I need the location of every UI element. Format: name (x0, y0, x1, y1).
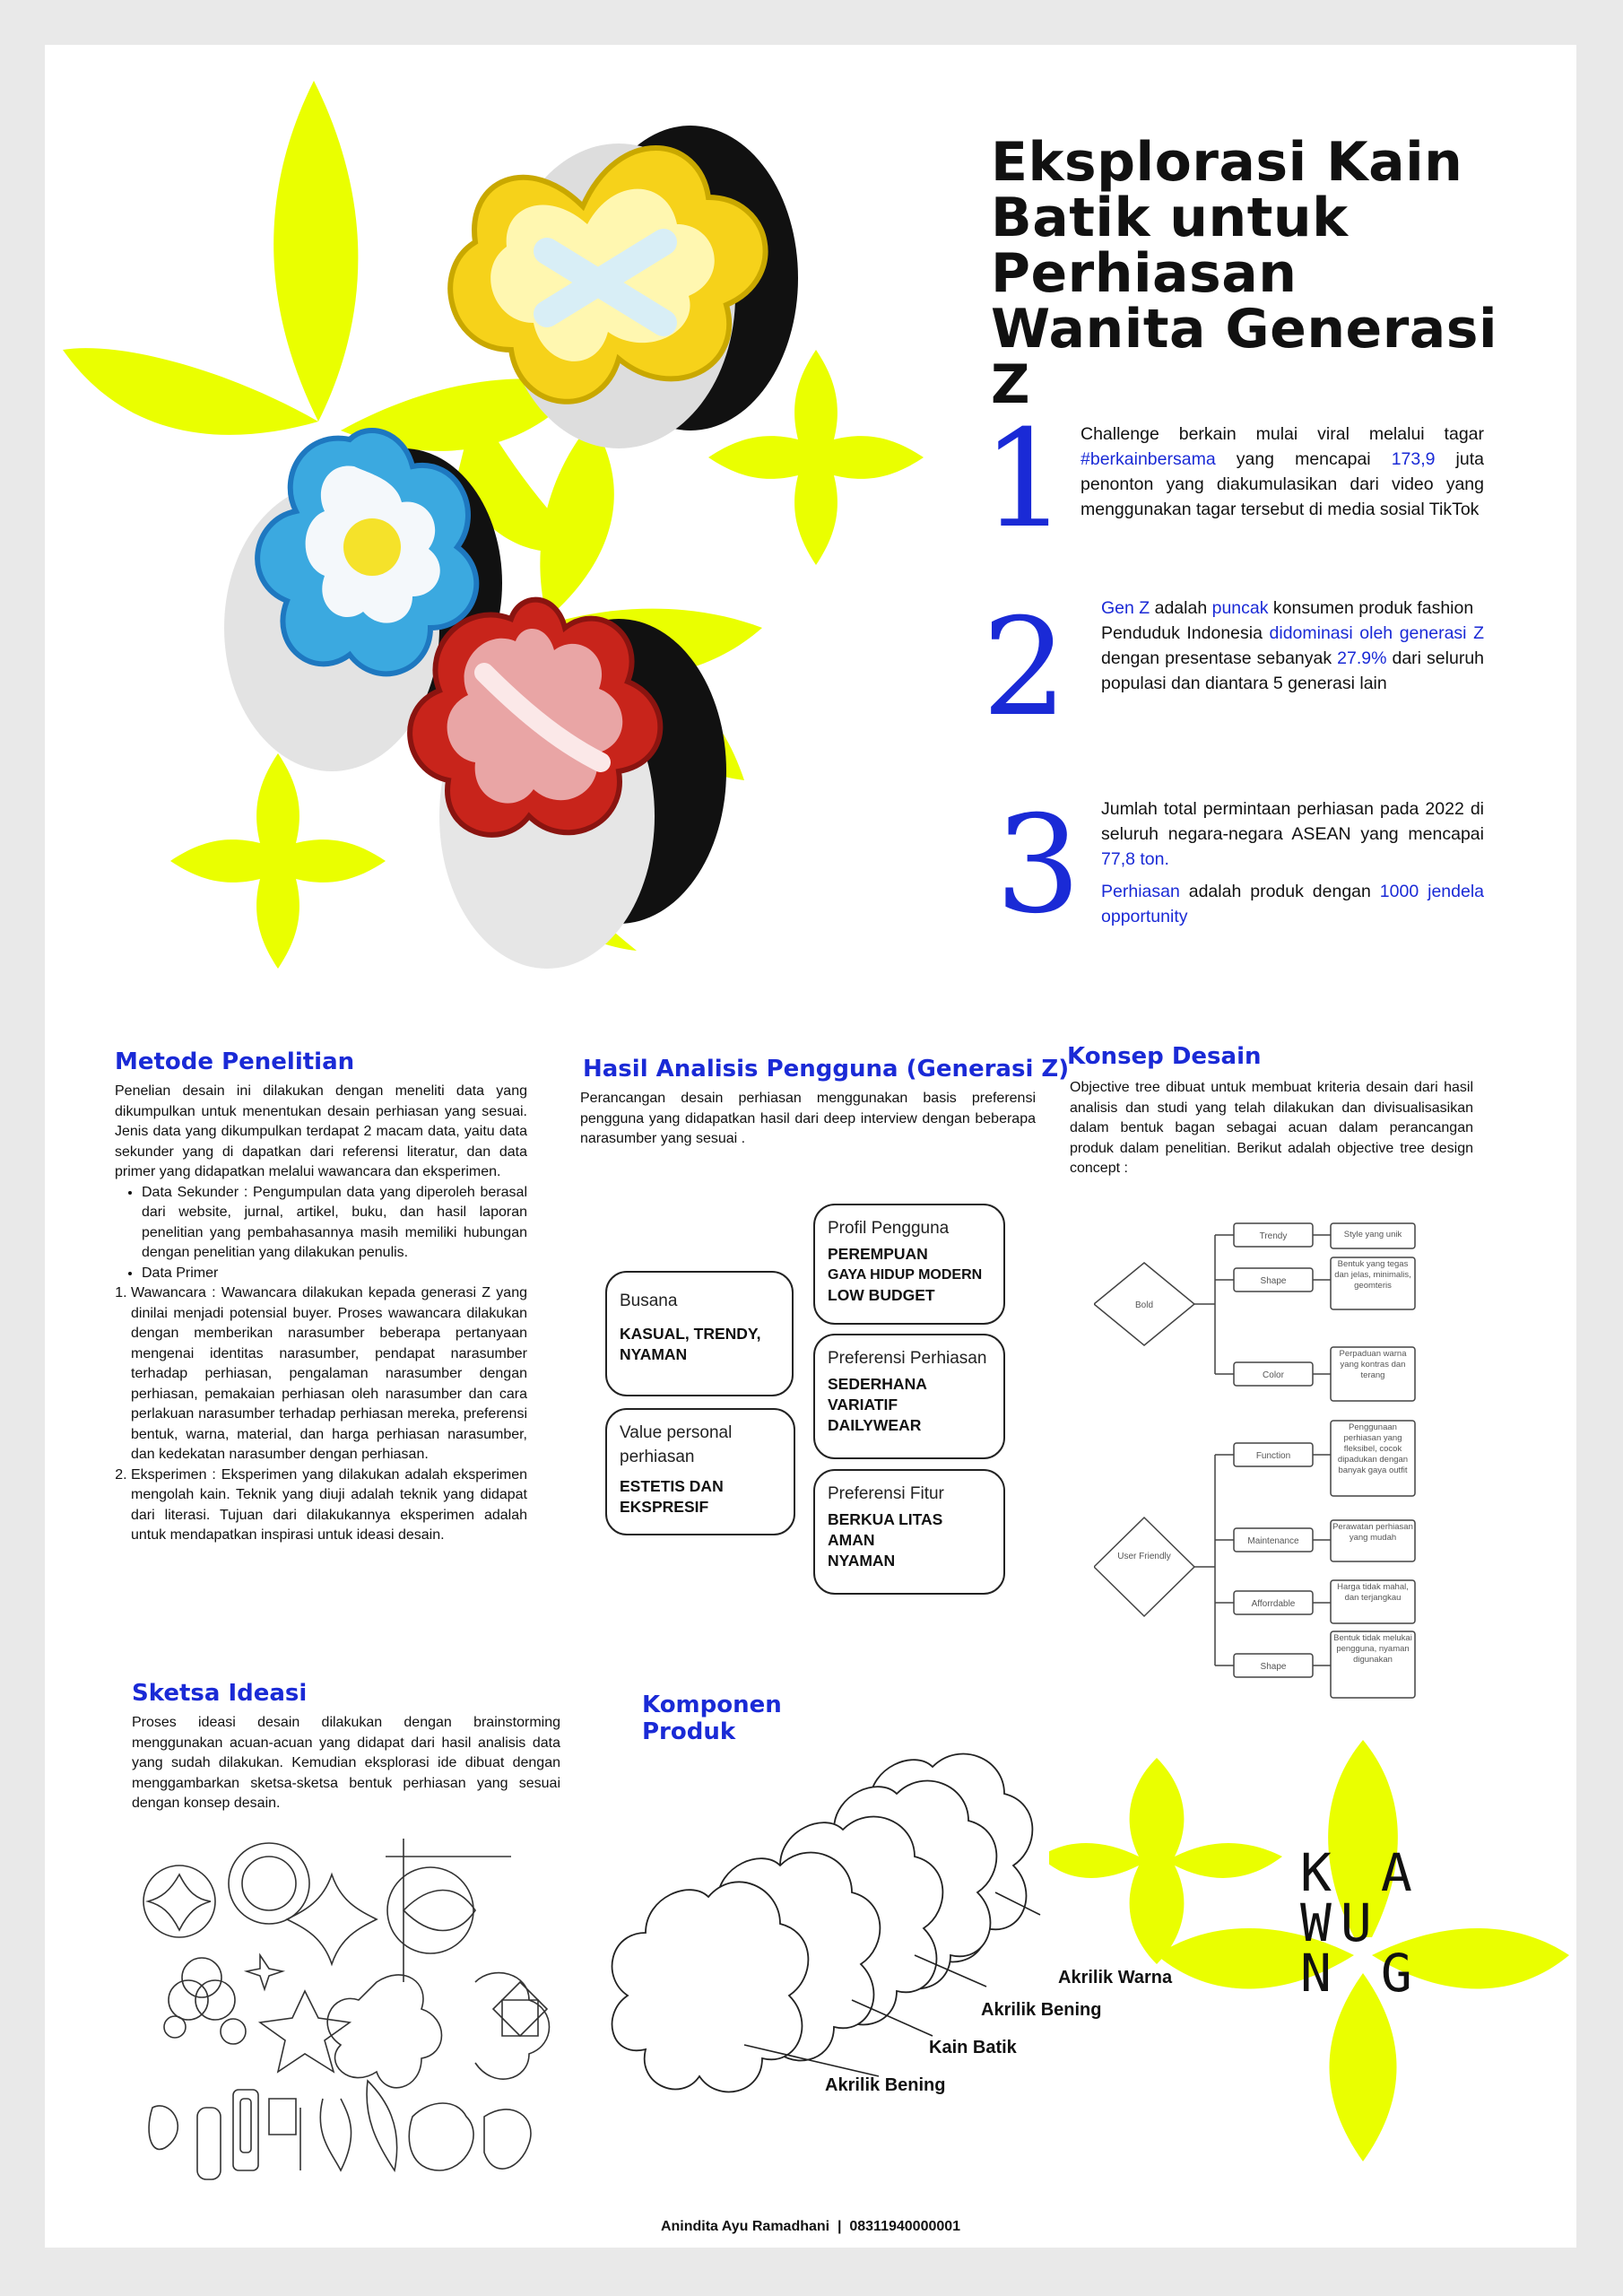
label-akrilik-bening-bottom: Akrilik Bening (825, 2075, 946, 2095)
fact-1-text (1081, 422, 1484, 522)
poster-title: Eksplorasi Kain Batik untuk Perhiasan Wanita Generasi Z (991, 131, 1498, 416)
body-text: Challenge berkain mulai viral melalui tagar (1081, 424, 1484, 444)
metode-body (115, 1082, 527, 1546)
box-pref-fitur-value-3: NYAMAN (828, 1552, 896, 1570)
poster-sheet (45, 45, 1576, 2248)
box-profil-pengguna (813, 1204, 1005, 1325)
sketsa-title: Sketsa Ideasi (132, 1680, 308, 1707)
box-busana (605, 1271, 794, 1396)
body-text: juta penonton yang diakumulasikan dari video yang menggunakan tagar tersebut di media sosial TikTok (1081, 449, 1484, 519)
kawung-logo-text (1300, 1842, 1421, 2004)
fact-1-paragraph (1081, 422, 1484, 522)
body-text: konsumen produk fashion (1268, 598, 1474, 618)
hasil-intro: Perancangan desain perhiasan menggunakan basis preferensi pengguna yang didapatkan hasil dari deep interview dengan beberapa narasumber yang sesuai . (580, 1091, 1036, 1146)
highlight-text: Perhiasan (1101, 882, 1180, 901)
highlight-text: 1000 jendela opportunity (1101, 882, 1484, 926)
tree-node-color: Color (1263, 1370, 1284, 1380)
tree-root-user-friendly: User Friendly (1117, 1552, 1171, 1561)
box-busana-label: Busana (620, 1292, 678, 1310)
komponen-title-line-2: Produk (642, 1718, 736, 1745)
highlight-text: puncak (1211, 598, 1269, 618)
metode-title: Metode Penelitian (115, 1048, 355, 1075)
objective-tree (1094, 1213, 1471, 1706)
konsep-intro: Objective tree dibuat untuk membuat kriteria desain dari hasil analisis dan studi yang telah dilakukan dan divisualisasikan dalam bentuk bagan sebagai acuan dalam perancangan produk dalam penelitian. Berikut adalah objective tree design concept : (1070, 1080, 1473, 1176)
highlight-text: 27.9% (1337, 648, 1387, 668)
box-pref-perhiasan-value-1: SEDERHANA (828, 1375, 927, 1393)
metode-bullet-primer: • Data Primer (142, 1264, 527, 1284)
box-value-personal (605, 1408, 795, 1535)
body-text: dari seluruh populasi dan diantara 5 generasi lain (1101, 648, 1485, 693)
kawung-row-1: K A (1300, 1842, 1421, 1903)
tree-desc-trendy: Style yang unik (1343, 1230, 1402, 1239)
highlight-text: #berkainbersama (1081, 449, 1216, 469)
kawung-row-3: N G (1300, 1943, 1421, 2004)
tree-node-maintenance: Maintenance (1247, 1536, 1299, 1546)
fact-2-line1 (1101, 596, 1484, 621)
highlight-text: didominasi oleh generasi Z (1269, 623, 1484, 643)
body-text: yang mencapai (1215, 449, 1392, 469)
fact-2-text (1101, 596, 1484, 696)
metode-bullet-sekunder: • Data Sekunder : Pengumpulan data yang diperoleh berasal dari website, jurnal, artikel, buku, dan hasil laporan penelitian yang pembahasannya masih memiliki hubungan dengan penelitian yang dilakukan penulis. (142, 1183, 527, 1264)
box-preferensi-perhiasan (813, 1334, 1005, 1459)
box-pref-fitur-value-2: AMAN (828, 1531, 875, 1549)
konsep-title: Konsep Desain (1067, 1043, 1262, 1070)
body-text: Jumlah total permintaan perhiasan pada 2022 di seluruh negara-negara ASEAN yang mencapai (1101, 799, 1484, 844)
hero-illustration (45, 45, 995, 978)
tree-desc-shape-1: Bentuk yang tegas dan jelas, minimalis, geomteris (1334, 1259, 1411, 1291)
fact-1-number: 1 (982, 402, 1068, 558)
box-profil-label: Profil Pengguna (828, 1219, 950, 1238)
kawung-row-2: WU (1300, 1892, 1381, 1953)
hasil-title: Hasil Analisis Pengguna (Generasi Z) (583, 1056, 1070, 1083)
body-text: Penduduk Indonesia (1101, 623, 1270, 643)
metode-intro: Penelian desain ini dilakukan dengan meneliti data yang dikumpulkan untuk menentukan desain perhiasan yang sesuai. Jenis data yang dikumpulkan terdapat 2 macam data, yaitu data sekunder yang di dapatkan dari referensi literatur, dan data primer yang didapatkan melalui wawancara dan eksperimen. (115, 1083, 527, 1179)
box-profil-value-3: LOW BUDGET (828, 1286, 935, 1304)
sketsa-intro: Proses ideasi desain dilakukan dengan brainstorming menggunakan acuan-acuan yang didapat dari hasil analisis data yang sudah dilakukan. Kemudian eksplorasi ide dibuat dengan menggambarkan sketsa-sketsa bentuk perhiasan yang sesuai dengan konsep desain. (132, 1715, 560, 1811)
fact-2-number: 2 (982, 590, 1068, 746)
fact-3-text (1101, 796, 1484, 929)
tree-desc-maintenance: Perawatan perhiasan yang mudah (1332, 1522, 1413, 1543)
footer-author: Anindita Ayu Ramadhani | 08311940000001 (660, 2219, 961, 2234)
red-flower-jewel (410, 600, 726, 969)
tree-node-affordable: Afforrdable (1251, 1599, 1296, 1609)
sketch-drawings (135, 1830, 574, 2206)
fact-3-line2 (1101, 879, 1484, 929)
box-value-personal-value: ESTETIS DAN EKSPRESIF (620, 1477, 724, 1516)
fact-2-line2 (1101, 621, 1484, 696)
box-pref-fitur-label: Preferensi Fitur (828, 1484, 944, 1503)
box-pref-fitur-value-1: BERKUA LITAS (828, 1510, 943, 1528)
box-profil-value-1: PEREMPUAN (828, 1245, 928, 1263)
highlight-text: 77,8 ton. (1101, 849, 1169, 869)
label-akrilik-bening-top: Akrilik Bening (981, 2000, 1102, 2020)
tree-node-function: Function (1255, 1451, 1291, 1461)
tree-desc-affordable: Harga tidak mahal, dan terjangkau (1337, 1582, 1409, 1603)
box-pref-perhiasan-value-3: DAILYWEAR (828, 1416, 922, 1434)
highlight-text: 173,9 (1391, 449, 1436, 469)
fact-3-line1 (1101, 796, 1484, 872)
box-pref-perhiasan-label: Preferensi Perhiasan (828, 1349, 987, 1368)
box-busana-value: KASUAL, TRENDY, NYAMAN (620, 1325, 761, 1363)
body-text: adalah produk dengan (1179, 882, 1380, 901)
tree-desc-function: Penggunaan perhiasan yang fleksibel, cocok dipadukan dengan banyak gaya outfit (1337, 1422, 1409, 1475)
box-pref-perhiasan-value-2: VARIATIF (828, 1396, 898, 1413)
tree-desc-shape-2: Bentuk tidak melukai pengguna, nyaman digunakan (1333, 1633, 1412, 1665)
tree-node-trendy: Trendy (1259, 1231, 1288, 1241)
box-preferensi-fitur (813, 1469, 1005, 1595)
metode-sub-wawancara: 1. Wawancara : Wawancara dilakukan kepada generasi Z yang dinilai menjadi potensial buyer. Proses wawancara dilakukan dengan memberikan narasumber beberapa pertanyaan mengenai identitas narasumber, pendapat narasumber terhadap perhiasan, pengalaman narasumber dengan perhiasan, pemakaian perhiasan oleh narasumber dan cara perlakuan narasumber terhadap perhiasan mereka, preferensi bentuk, warna, material, dan harga perhiasan narasumber, dan kedekatan narasumber dengan perhiasan. (131, 1283, 527, 1465)
label-kain-batik: Kain Batik (929, 2038, 1017, 2057)
fact-3-number: 3 (995, 787, 1081, 944)
body-text: dengan presentase sebanyak (1101, 648, 1338, 668)
tree-node-shape-1: Shape (1260, 1276, 1287, 1286)
label-akrilik-warna: Akrilik Warna (1058, 1968, 1173, 1987)
body-text: adalah (1150, 598, 1212, 618)
box-value-personal-label: Value personal perhiasan (620, 1423, 733, 1466)
metode-sub-eksperimen: 2. Eksperimen : Eksperimen yang dilakukan adalah eksperimen mengolah kain. Teknik yang diuji adalah teknik yang didapat dari literasi. Tujuan dari dilakukannya eksperimen adalah untuk mendapatkan inspirasi untuk ideasi desain. (131, 1465, 527, 1546)
tree-desc-color: Perpaduan warna yang kontras dan terang (1339, 1349, 1407, 1380)
box-profil-value-2: GAYA HIDUP MODERN (828, 1267, 983, 1283)
tree-root-bold: Bold (1134, 1300, 1154, 1310)
komponen-title-line-1: Komponen (642, 1692, 782, 1718)
highlight-text: Gen Z (1101, 598, 1150, 618)
tree-node-shape-2: Shape (1260, 1662, 1287, 1672)
